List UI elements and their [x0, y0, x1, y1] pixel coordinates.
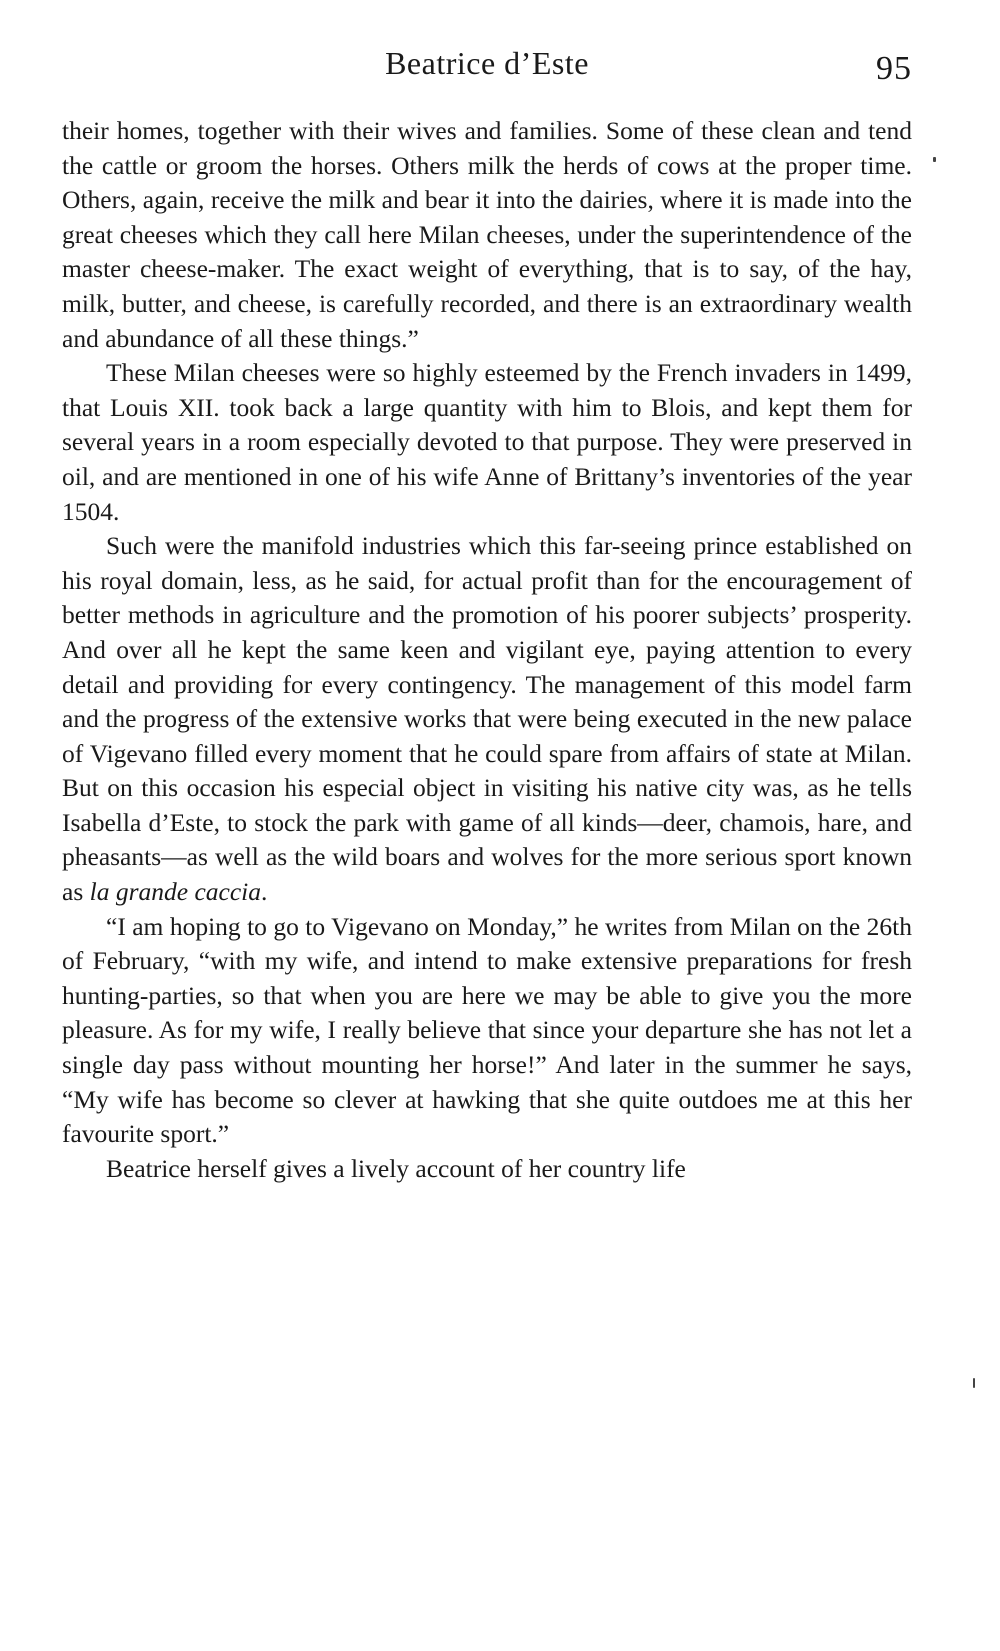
paragraph-industries: [62, 529, 912, 910]
paragraph-industries-end: .: [261, 877, 268, 907]
paragraph-industries-text: Such were the manifold industries which this far-seeing prince established on his royal domain, less, as he said, for actual profit than for the encouragement of better methods in agriculture and the promotion of his poorer subjects’ prosperity. And over all he kept the same keen and vigilant eye, paying attention to every detail and providing for every contingency. The management of this model farm and the progress of the extensive works that were being executed in the new palace of Vigevano filled every moment that he could spare from affairs of state at Milan. But on this occasion his especial object in visiting his native city was, as he tells Isabella d’Este, to stock the park with game of all kinds—deer, chamois, hare, and pheasants—as well as the wild boars and wolves for the more serious sport known as: [62, 531, 912, 907]
page-number: 95: [876, 50, 912, 87]
paragraph-continuation: their homes, together with their wives and families. Some of these clean and tend the cattle or groom the horses. Others milk the herds of cows at the proper time. Others, again, receive the milk and bear it into the dairies, where it is made into the great cheeses which they call here Milan cheeses, under the superintendence of the master cheese-maker. The exact weight of everything, that is to say, of the hay, milk, butter, and cheese, is carefully recorded, and there is an extraordinary wealth and abundance of all these things.”: [62, 116, 912, 353]
running-head-title: Beatrice d’Este: [385, 45, 589, 81]
running-head: [62, 38, 912, 88]
print-speck: [973, 1378, 975, 1388]
body-text: [62, 114, 912, 1186]
italic-term-la-grande-caccia: la grande caccia: [89, 877, 261, 907]
paragraph-beatrice-account: Beatrice herself gives a lively account of her country life: [106, 1153, 686, 1183]
paragraph-milan-cheeses: These Milan cheeses were so highly esteemed by the French invaders in 1499, that Louis XII. took back a large quantity with him to Blois, and kept them for several years in a room especially devoted to that purpose. They were preserved in oil, and are mentioned in one of his wife Anne of Brittany’s inventories of the year 1504.: [62, 358, 912, 526]
print-speck: [933, 157, 936, 162]
paragraph-letter-quote: “I am hoping to go to Vigevano on Monday,” he writes from Milan on the 26th of February, “with my wife, and intend to make extensive preparations for fresh hunting-parties, so that when you are here we may be able to give you the more pleasure. As for my wife, I really believe that since your departure she has not let a single day pass without mounting her horse!” And later in the summer he says, “My wife has become so clever at hawking that she quite outdoes me at this her favourite sport.”: [62, 911, 912, 1149]
